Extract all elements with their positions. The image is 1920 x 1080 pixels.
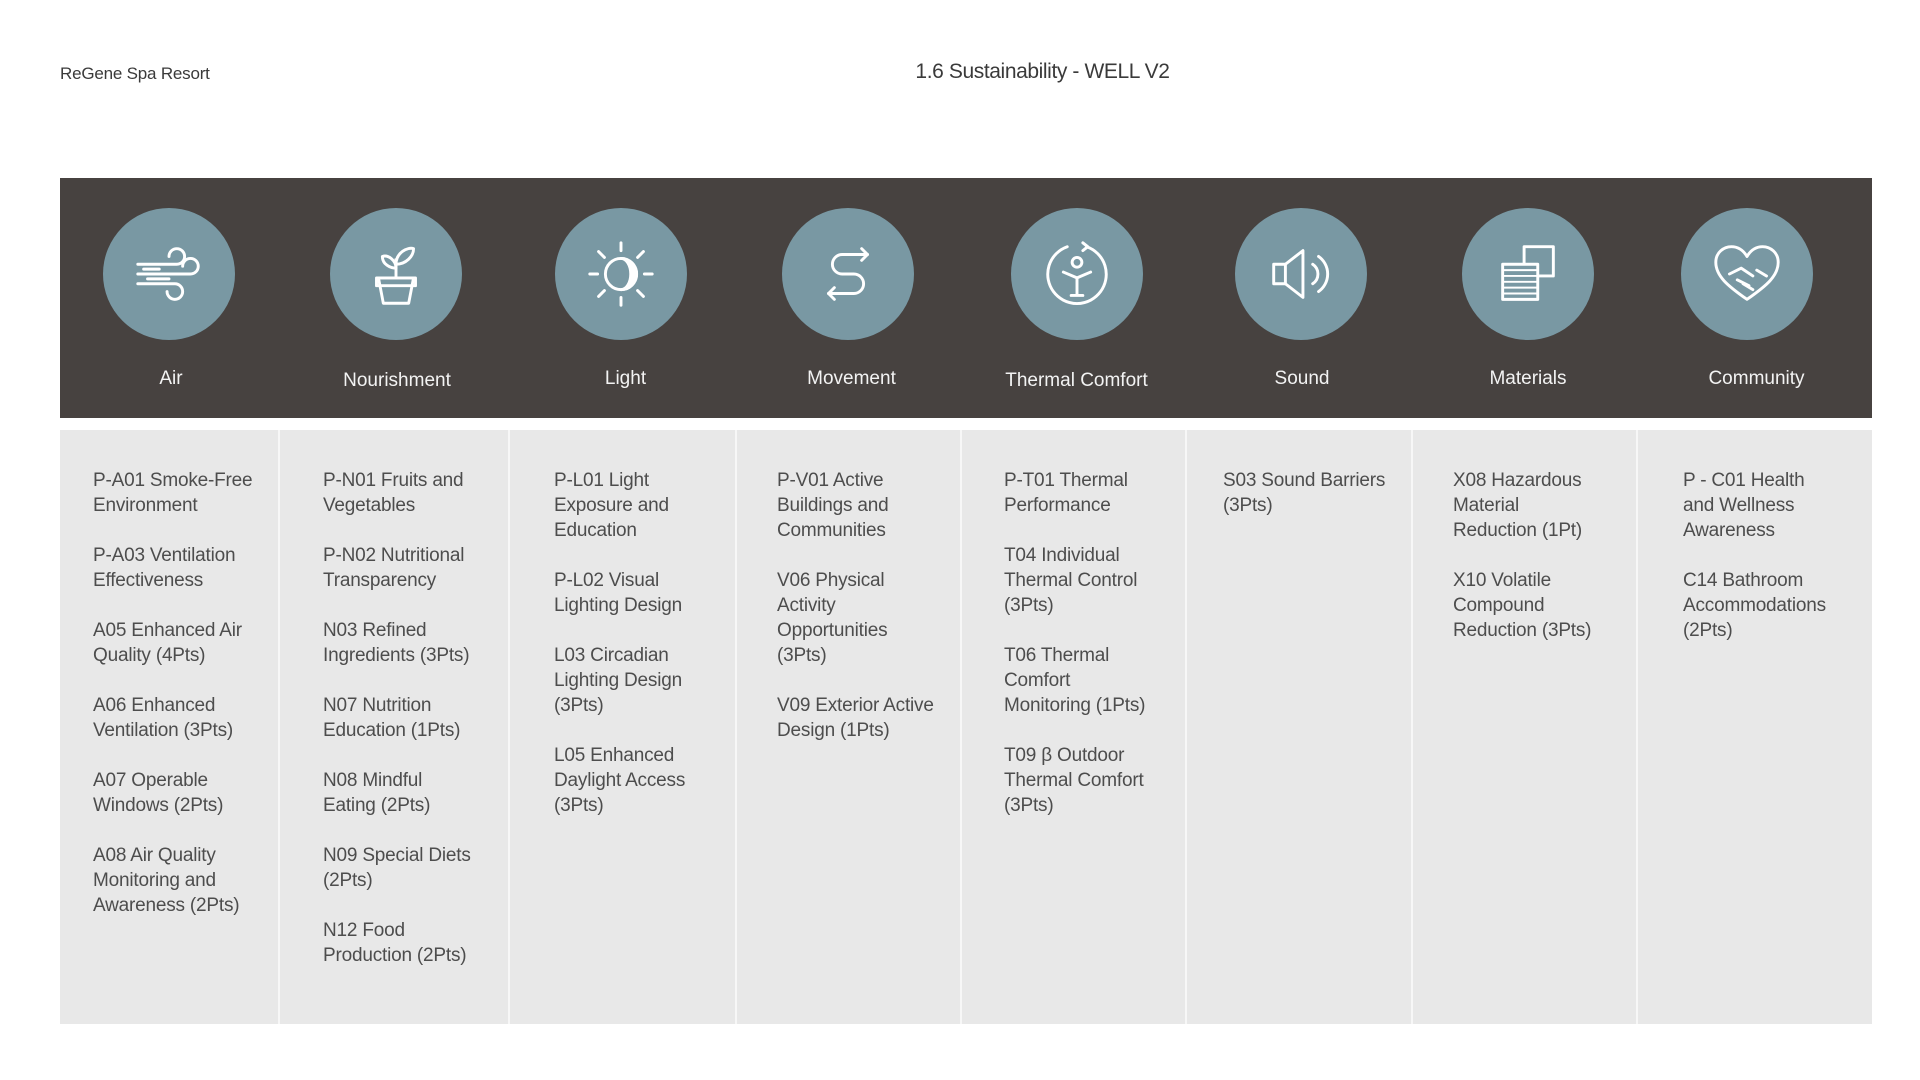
list-item: N03 Refined Ingredients (3Pts) xyxy=(323,620,470,666)
category-thermal-comfort xyxy=(964,178,1189,418)
list-item: L05 Enhanced Daylight Access (3Pts) xyxy=(554,745,686,816)
category-label-light: Light xyxy=(604,368,647,389)
column-thermal-comfort xyxy=(960,430,1185,1024)
category-sound xyxy=(1189,178,1415,418)
material-squares-icon xyxy=(1489,235,1567,313)
list-item: P-L01 Light Exposure and Education xyxy=(554,470,669,541)
list-item: P-T01 Thermal Performance xyxy=(1004,470,1128,516)
list-item: A06 Enhanced Ventilation (3Pts) xyxy=(93,695,234,741)
category-light xyxy=(512,178,739,418)
light-circle xyxy=(555,208,687,340)
list-item: P-N02 Nutritional Transparency xyxy=(323,545,465,591)
column-light xyxy=(508,430,735,1024)
list-item: P-A01 Smoke-Free Environment xyxy=(93,470,253,516)
list-item: T04 Individual Thermal Control (3Pts) xyxy=(1004,545,1138,616)
list-item: X10 Volatile Compound Reduction (3Pts) xyxy=(1453,570,1592,641)
list-item: N07 Nutrition Education (1Pts) xyxy=(323,695,461,741)
sun-icon xyxy=(582,235,660,313)
path-arrows-icon xyxy=(809,235,887,313)
handshake-heart-icon xyxy=(1708,235,1786,313)
list-item: P-L02 Visual Lighting Design xyxy=(554,570,682,616)
category-band xyxy=(60,178,1872,418)
list-item: S03 Sound Barriers (3Pts) xyxy=(1223,470,1386,516)
brand-name: ReGene Spa Resort xyxy=(60,64,210,83)
list-item: V06 Physical Activity Opportunities (3Pts) xyxy=(777,570,888,666)
thermal-person-icon xyxy=(1038,235,1116,313)
sound-circle xyxy=(1235,208,1367,340)
list-item: A07 Operable Windows (2Pts) xyxy=(93,770,224,816)
list-item: A08 Air Quality Monitoring and Awareness (2Pts) xyxy=(93,845,240,916)
movement-circle xyxy=(782,208,914,340)
materials-circle xyxy=(1462,208,1594,340)
page-title: 1.6 Sustainability - WELL V2 xyxy=(915,60,1170,83)
list-item: P - C01 Health and Wellness Awareness xyxy=(1683,470,1805,541)
column-air xyxy=(60,430,278,1024)
list-item: P-V01 Active Buildings and Communities xyxy=(777,470,889,541)
list-item: N09 Special Diets (2Pts) xyxy=(323,845,471,891)
list-item: L03 Circadian Lighting Design (3Pts) xyxy=(554,645,682,716)
nourishment-circle xyxy=(330,208,462,340)
list-item: V09 Exterior Active Design (1Pts) xyxy=(777,695,934,741)
category-community xyxy=(1641,178,1872,418)
column-materials xyxy=(1411,430,1636,1024)
list-item: T06 Thermal Comfort Monitoring (1Pts) xyxy=(1004,645,1146,716)
column-movement xyxy=(735,430,960,1024)
list-item: A05 Enhanced Air Quality (4Pts) xyxy=(93,620,242,666)
category-label-air: Air xyxy=(159,368,183,389)
category-label-materials: Materials xyxy=(1489,368,1567,389)
thermal-comfort-circle xyxy=(1011,208,1143,340)
list-item: T09 β Outdoor Thermal Comfort (3Pts) xyxy=(1004,745,1144,816)
credit-columns xyxy=(60,430,1872,1024)
list-item: X08 Hazardous Material Reduction (1Pt) xyxy=(1453,470,1583,541)
plant-pot-icon xyxy=(357,235,435,313)
wind-icon xyxy=(130,235,208,313)
list-item: P-N01 Fruits and Vegetables xyxy=(323,470,464,516)
column-sound xyxy=(1185,430,1411,1024)
list-item: N12 Food Production (2Pts) xyxy=(323,920,467,966)
speaker-icon xyxy=(1262,235,1340,313)
category-label-movement: Movement xyxy=(807,368,896,389)
category-label-nourishment: Nourishment xyxy=(343,370,451,391)
community-circle xyxy=(1681,208,1813,340)
category-label-thermal-comfort: Thermal Comfort xyxy=(1005,370,1148,391)
category-nourishment xyxy=(282,178,512,418)
column-nourishment xyxy=(278,430,508,1024)
category-materials xyxy=(1415,178,1641,418)
column-community xyxy=(1636,430,1872,1024)
list-item: N08 Mindful Eating (2Pts) xyxy=(323,770,431,816)
air-circle xyxy=(103,208,235,340)
list-item: P-A03 Ventilation Effectiveness xyxy=(93,545,236,591)
list-item: C14 Bathroom Accommodations (2Pts) xyxy=(1683,570,1826,641)
category-movement xyxy=(739,178,964,418)
category-label-sound: Sound xyxy=(1274,368,1330,389)
category-label-community: Community xyxy=(1708,368,1805,389)
category-air xyxy=(60,178,282,418)
